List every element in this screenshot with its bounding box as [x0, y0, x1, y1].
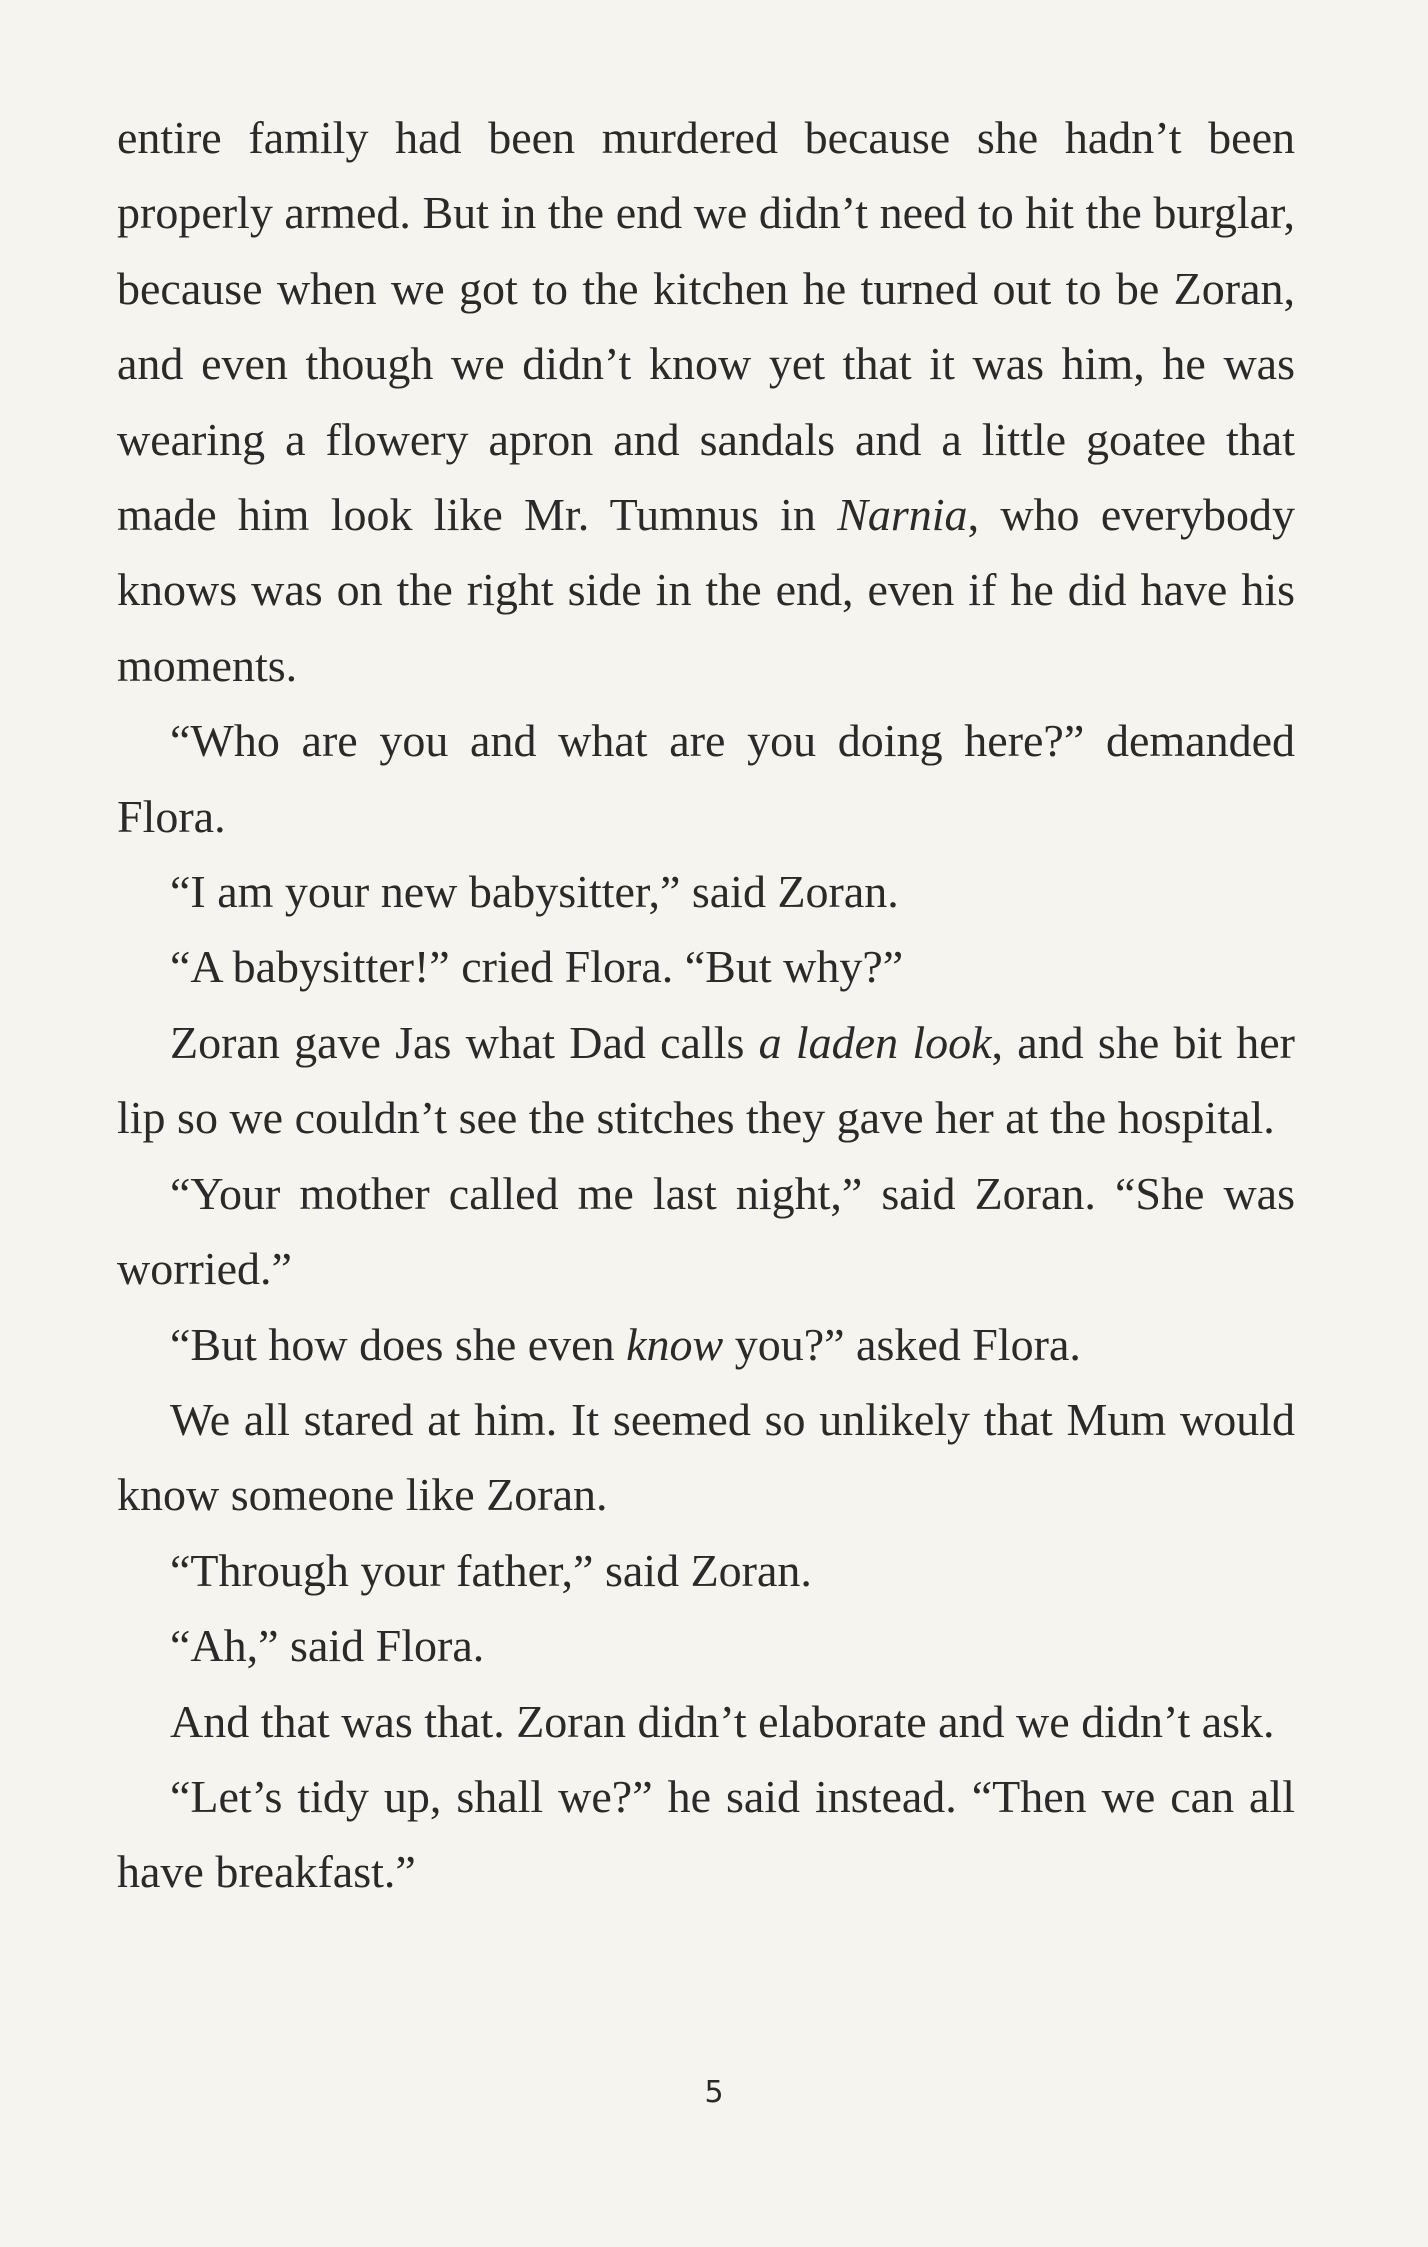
paragraph — [117, 1156, 1295, 1307]
body-text — [117, 100, 1295, 1910]
paragraph — [117, 1684, 1295, 1759]
text-segment: “A babysitter!” cried Flora. “But why?” — [170, 941, 904, 993]
text-segment: “But how does she even — [170, 1318, 627, 1370]
text-segment: “Who are you and what are you doing here?” demanded Flora. — [117, 715, 1295, 842]
text-segment: Zoran gave Jas what Dad calls — [170, 1016, 759, 1068]
text-segment: “Ah,” said Flora. — [170, 1620, 485, 1672]
text-segment: “Let’s tidy up, shall we?” he said instead. “Then we can all have breakfast.” — [117, 1770, 1295, 1898]
text-segment: “Through your father,” said Zoran. — [170, 1544, 812, 1596]
page-number: 5 — [704, 2075, 724, 2110]
paragraph — [117, 1382, 1295, 1533]
italic-text: Narnia — [837, 489, 968, 541]
paragraph — [117, 929, 1295, 1004]
paragraph — [117, 1307, 1295, 1382]
italic-text: a laden look — [758, 1016, 992, 1068]
text-segment: “I am your new babysitter,” said Zoran. — [170, 866, 899, 918]
text-segment: And that was that. Zoran didn’t elaborate and we didn’t ask. — [170, 1695, 1275, 1747]
paragraph — [117, 1533, 1295, 1608]
text-segment: , and she bit her lip so we couldn’t see the stitches they gave her at the hospital. — [117, 1016, 1295, 1144]
text-segment: “Your mother called me last night,” said Zoran. “She was worried.” — [117, 1167, 1295, 1295]
paragraph — [117, 1005, 1295, 1156]
paragraph — [117, 1759, 1295, 1910]
paragraph — [117, 703, 1295, 854]
italic-text: know — [626, 1318, 724, 1370]
text-segment: entire family had been murdered because she hadn’t been properly armed. But in the end we didn’t need to hit the burglar, because when we got to the kitchen he turned out to be Zoran, and even though we didn’t know yet that it was him, he was wearing a flowery apron and sandals and a little goatee that made him look like Mr. Tumnus in — [117, 112, 1295, 541]
text-segment: you?” asked Flora. — [723, 1318, 1081, 1370]
paragraph — [117, 854, 1295, 929]
text-segment: , who everybody knows was on the right side in the end, even if he did have his moments. — [117, 489, 1295, 691]
paragraph — [117, 100, 1295, 703]
paragraph — [117, 1608, 1295, 1683]
text-segment: We all stared at him. It seemed so unlikely that Mum would know someone like Zoran. — [117, 1393, 1295, 1521]
